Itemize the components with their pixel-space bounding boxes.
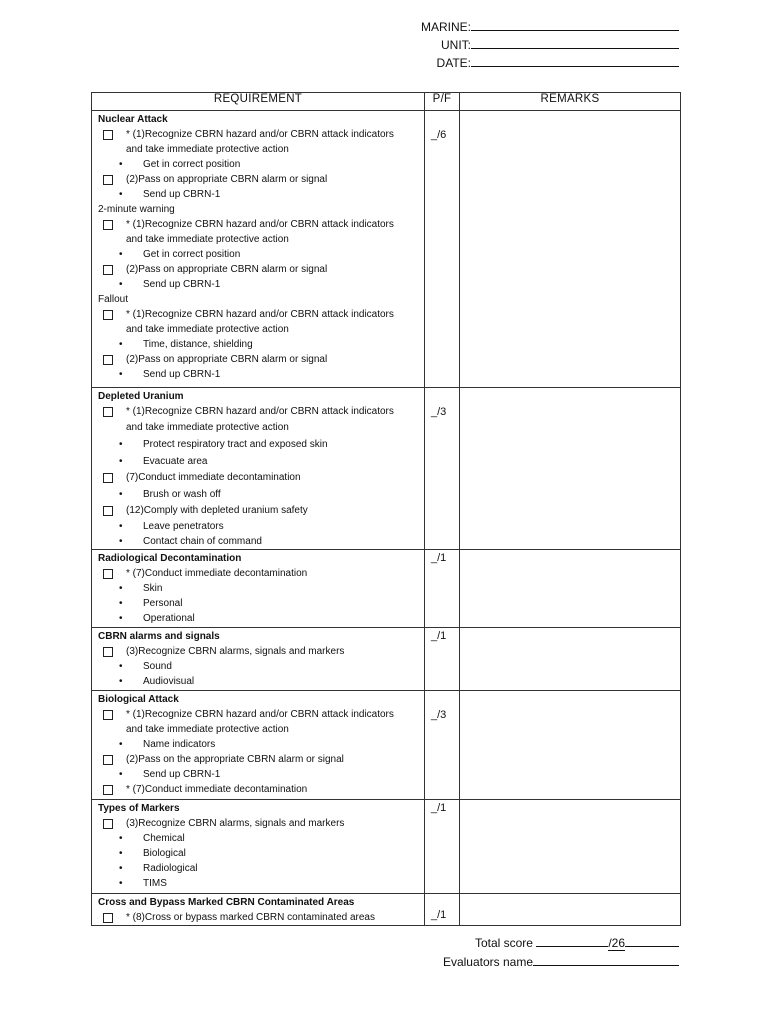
checklist-item[interactable]: * (1)Recognize CBRN hazard and/or CBRN attack indicators bbox=[98, 404, 420, 420]
checklist-item-cont: and take immediate protective action bbox=[126, 234, 289, 245]
date-line bbox=[471, 54, 679, 67]
bullet-item: • Audiovisual bbox=[98, 674, 420, 689]
checkbox[interactable] bbox=[103, 265, 113, 275]
section-cross-bypass bbox=[92, 894, 681, 926]
col-remarks: REMARKS bbox=[460, 93, 681, 111]
date-field[interactable] bbox=[437, 54, 679, 72]
section-title: Biological Attack bbox=[98, 694, 179, 705]
checklist-item[interactable]: * (1)Recognize CBRN hazard and/or CBRN attack indicators bbox=[98, 307, 420, 322]
checkbox[interactable] bbox=[103, 310, 113, 320]
bullet-item: • Send up CBRN-1 bbox=[98, 187, 420, 202]
pf-score[interactable]: _/3 bbox=[431, 709, 447, 721]
bullet-item: • Protect respiratory tract and exposed skin bbox=[98, 436, 420, 453]
table-header-row bbox=[92, 93, 681, 111]
marine-field[interactable] bbox=[421, 18, 679, 36]
checklist-item[interactable]: (3)Recognize CBRN alarms, signals and markers bbox=[98, 644, 420, 659]
checklist-item-cont: and take immediate protective action bbox=[126, 144, 289, 155]
bullet-item: • Evacuate area bbox=[98, 453, 420, 470]
marine-label: MARINE: bbox=[420, 20, 471, 34]
checklist-item[interactable]: (3)Recognize CBRN alarms, signals and markers bbox=[98, 816, 420, 831]
checklist-item[interactable]: * (1)Recognize CBRN hazard and/or CBRN attack indicators bbox=[98, 707, 420, 722]
bullet-item: • Radiological bbox=[98, 861, 420, 876]
checkbox[interactable] bbox=[103, 647, 113, 657]
section-title: Cross and Bypass Marked CBRN Contaminated Areas bbox=[98, 897, 355, 908]
bullet-item: • Send up CBRN-1 bbox=[98, 277, 420, 292]
unit-field[interactable] bbox=[441, 36, 679, 54]
checkbox[interactable] bbox=[103, 710, 113, 720]
unit-label: UNIT: bbox=[441, 38, 471, 52]
section-title: Radiological Decontamination bbox=[98, 553, 242, 564]
checklist-item[interactable]: (2)Pass on appropriate CBRN alarm or signal bbox=[98, 172, 420, 187]
subsection-label: 2-minute warning bbox=[98, 204, 175, 215]
bullet-item: • Contact chain of command bbox=[98, 534, 420, 549]
pf-score[interactable]: _/1 bbox=[431, 552, 447, 564]
remarks-cell[interactable] bbox=[460, 894, 681, 926]
bullet-item: • Get in correct position bbox=[98, 157, 420, 172]
checkbox[interactable] bbox=[103, 755, 113, 765]
pf-score[interactable]: _/3 bbox=[431, 406, 447, 418]
bullet-item: • Send up CBRN-1 bbox=[98, 767, 420, 782]
subsection-label: Fallout bbox=[98, 294, 129, 305]
checkbox[interactable] bbox=[103, 569, 113, 579]
remarks-cell[interactable] bbox=[460, 550, 681, 628]
section-title: Nuclear Attack bbox=[98, 114, 168, 125]
pf-score[interactable]: _/6 bbox=[431, 129, 447, 141]
checklist-item[interactable]: (12)Comply with depleted uranium safety bbox=[98, 503, 420, 519]
bullet-item: • Skin bbox=[98, 581, 420, 596]
pf-score[interactable]: _/1 bbox=[431, 802, 447, 814]
checkbox[interactable] bbox=[103, 220, 113, 230]
checkbox[interactable] bbox=[103, 913, 113, 923]
total-score[interactable] bbox=[475, 936, 679, 951]
section-types-of-markers bbox=[92, 800, 681, 894]
section-title: Depleted Uranium bbox=[98, 391, 184, 402]
bullet-item: • Personal bbox=[98, 596, 420, 611]
checklist-item[interactable]: * (1)Recognize CBRN hazard and/or CBRN attack indicators bbox=[98, 127, 420, 142]
bullet-item: • Leave penetrators bbox=[98, 519, 420, 534]
marine-line bbox=[471, 18, 679, 31]
bullet-item: • Sound bbox=[98, 659, 420, 674]
bullet-item: • Chemical bbox=[98, 831, 420, 846]
checkbox[interactable] bbox=[103, 130, 113, 140]
total-score-value: /26 bbox=[608, 936, 625, 950]
checklist-item[interactable]: * (8)Cross or bypass marked CBRN contaminated areas bbox=[98, 910, 420, 925]
checklist-item[interactable]: (2)Pass on appropriate CBRN alarm or signal bbox=[98, 262, 420, 277]
checklist-item[interactable]: * (7)Conduct immediate decontamination bbox=[98, 566, 420, 581]
checklist-item[interactable]: (7)Conduct immediate decontamination bbox=[98, 470, 420, 486]
checkbox[interactable] bbox=[103, 506, 113, 516]
section-nuclear-attack bbox=[92, 111, 681, 388]
checklist-item[interactable]: * (7)Conduct immediate decontamination bbox=[98, 782, 420, 797]
remarks-cell[interactable] bbox=[460, 628, 681, 691]
bullet-item: • TIMS bbox=[98, 876, 420, 891]
remarks-cell[interactable] bbox=[460, 691, 681, 800]
bullet-item: • Operational bbox=[98, 611, 420, 626]
col-pf: P/F bbox=[425, 93, 460, 111]
bullet-item: • Name indicators bbox=[98, 737, 420, 752]
checklist-item[interactable]: (2)Pass on appropriate CBRN alarm or signal bbox=[98, 352, 420, 367]
checkbox[interactable] bbox=[103, 175, 113, 185]
section-radiological-decon bbox=[92, 550, 681, 628]
total-score-label: Total score bbox=[474, 936, 533, 950]
col-requirement: REQUIREMENT bbox=[92, 93, 425, 111]
bullet-item: • Time, distance, shielding bbox=[98, 337, 420, 352]
pf-score[interactable]: _/1 bbox=[431, 909, 447, 921]
section-title: CBRN alarms and signals bbox=[98, 631, 220, 642]
checkbox[interactable] bbox=[103, 785, 113, 795]
evaluator-name[interactable] bbox=[443, 955, 679, 969]
remarks-cell[interactable] bbox=[460, 388, 681, 550]
checklist-item[interactable]: * (1)Recognize CBRN hazard and/or CBRN attack indicators bbox=[98, 217, 420, 232]
checkbox[interactable] bbox=[103, 355, 113, 365]
remarks-cell[interactable] bbox=[460, 800, 681, 894]
bullet-item: • Biological bbox=[98, 846, 420, 861]
date-label: DATE: bbox=[436, 56, 471, 70]
pf-score[interactable]: _/1 bbox=[431, 630, 447, 642]
section-depleted-uranium bbox=[92, 388, 681, 550]
bullet-item: • Get in correct position bbox=[98, 247, 420, 262]
evaluator-label: Evaluators name bbox=[442, 955, 533, 969]
bullet-item: • Brush or wash off bbox=[98, 486, 420, 503]
checkbox[interactable] bbox=[103, 819, 113, 829]
section-biological-attack bbox=[92, 691, 681, 800]
evaluation-table bbox=[91, 92, 681, 926]
unit-line bbox=[471, 36, 679, 49]
checklist-item-cont: and take immediate protective action bbox=[126, 324, 289, 335]
remarks-cell[interactable] bbox=[460, 111, 681, 388]
bullet-item: • Send up CBRN-1 bbox=[98, 367, 420, 382]
checklist-item-cont: and take immediate protective action bbox=[126, 724, 289, 735]
section-title: Types of Markers bbox=[98, 803, 180, 814]
checklist-item-cont: and take immediate protective action bbox=[126, 422, 289, 433]
checklist-item[interactable]: (2)Pass on the appropriate CBRN alarm or signal bbox=[98, 752, 420, 767]
checkbox[interactable] bbox=[103, 473, 113, 483]
section-cbrn-alarms bbox=[92, 628, 681, 691]
checkbox[interactable] bbox=[103, 407, 113, 417]
